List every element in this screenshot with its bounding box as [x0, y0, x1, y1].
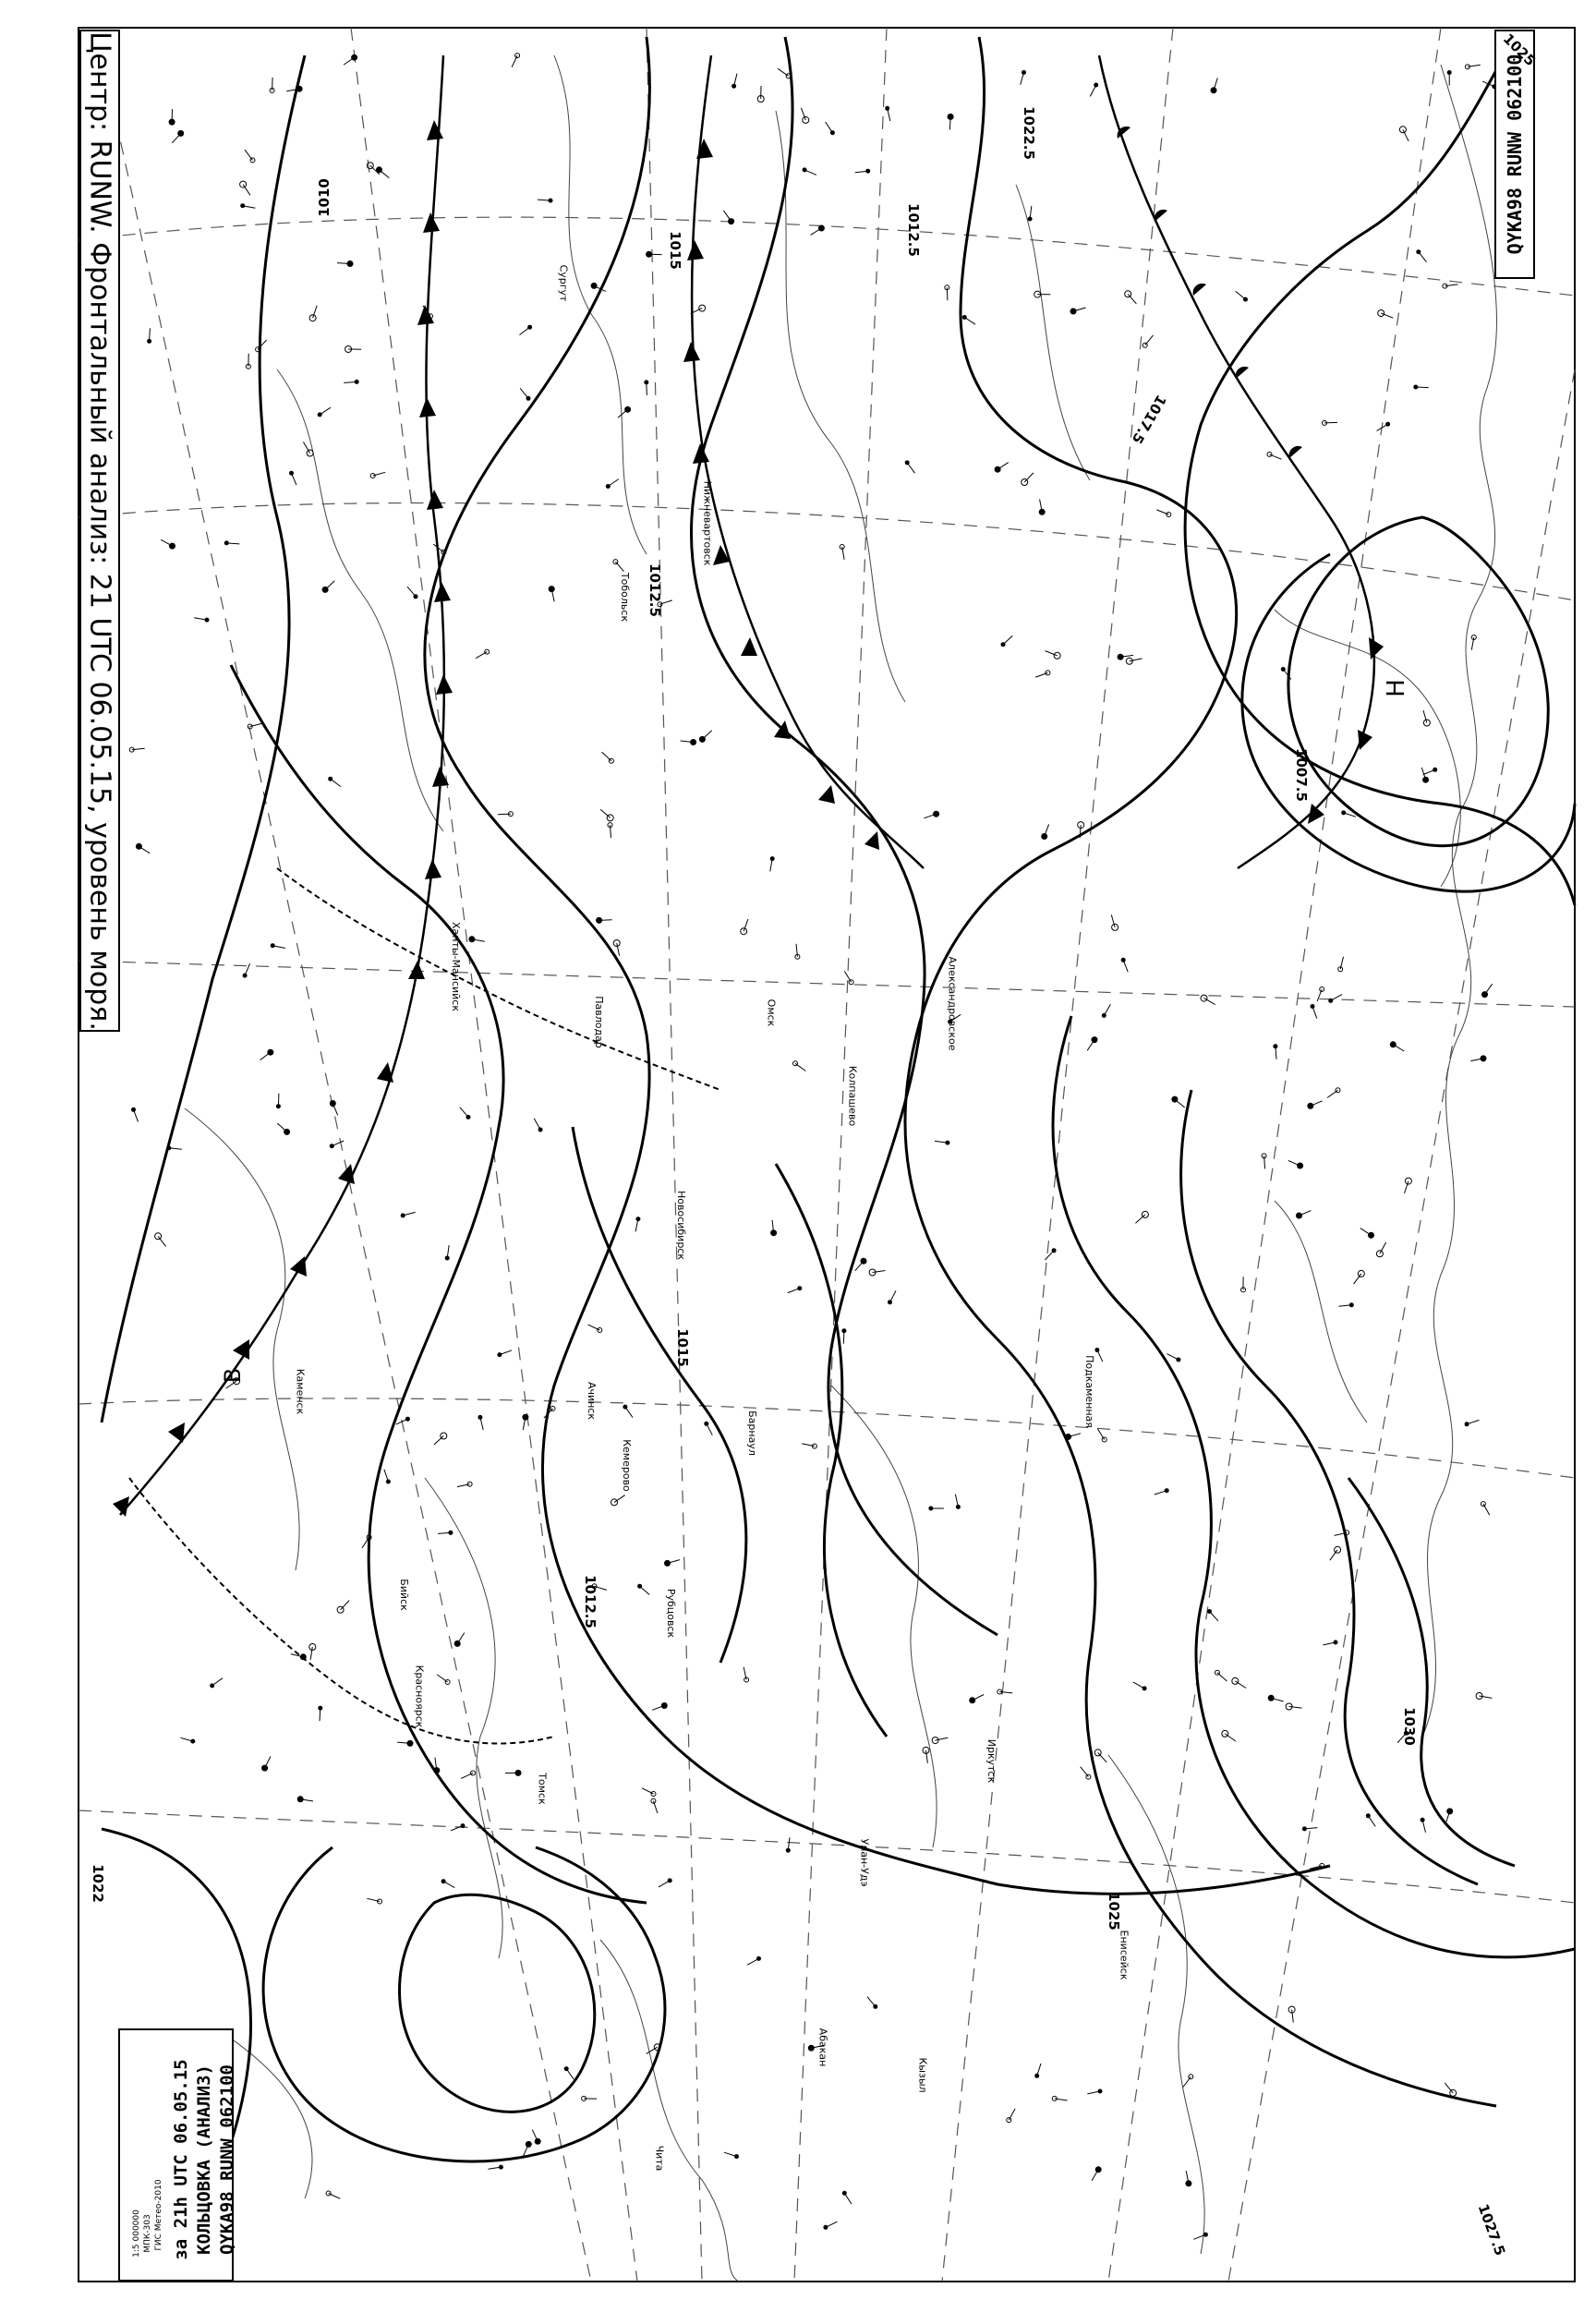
wind-barb	[1419, 252, 1427, 262]
warm-front	[1099, 55, 1384, 868]
wind-barb	[1104, 1004, 1110, 1015]
wind-barb	[1416, 387, 1429, 388]
wind-barb	[890, 1290, 897, 1302]
wind-barb	[1045, 1251, 1054, 1260]
wind-barb	[384, 1470, 389, 1482]
wind-barb	[403, 1212, 416, 1216]
isobar-label: 1025	[1499, 30, 1539, 70]
isobars	[102, 37, 1575, 2254]
place-name: Иркутск	[985, 1738, 998, 1784]
isobar-label: 1012.5	[646, 563, 663, 617]
wind-barb	[1145, 335, 1154, 345]
place-name: Енисейск	[1118, 1930, 1130, 1980]
wind-barb	[1289, 1707, 1302, 1709]
wind-barb	[1024, 473, 1034, 482]
wind-barb	[778, 68, 789, 76]
station-marker	[351, 54, 357, 61]
wind-barb	[380, 170, 390, 178]
isobar-label: 1007.5	[1292, 748, 1310, 802]
place-name: Барнаул	[745, 1410, 758, 1456]
wind-barb	[180, 1737, 192, 1741]
wind-barb	[1193, 2234, 1205, 2239]
wind-barb	[1331, 995, 1342, 1001]
wind-barb	[1422, 1820, 1425, 1833]
wind-barb	[640, 1586, 650, 1594]
wind-barb	[443, 1882, 454, 1888]
isobar-label: 1012.5	[581, 1575, 598, 1628]
wind-barb	[588, 1325, 600, 1330]
wind-barb	[707, 1423, 713, 1434]
isobar-label: 1022	[89, 1864, 106, 1903]
wind-barb	[1483, 1504, 1490, 1515]
wind-barb	[998, 463, 1009, 470]
wind-barb	[272, 78, 273, 91]
place-name: Абакан	[816, 2028, 829, 2067]
wind-barb	[292, 473, 296, 485]
wind-barb	[310, 1647, 312, 1660]
wind-barb	[158, 1236, 166, 1246]
wind-barb	[747, 1958, 758, 1965]
wind-barb	[1323, 1642, 1336, 1645]
wind-barb	[1360, 1229, 1372, 1236]
wind-barb	[599, 920, 612, 921]
wind-barb	[519, 327, 529, 334]
wind-barb	[1081, 1767, 1089, 1777]
wind-barb	[265, 1757, 271, 1769]
low-pressure-center: Н	[1382, 679, 1410, 697]
place-name: Колпашево	[846, 1065, 859, 1127]
cold-front	[113, 55, 453, 1517]
wind-barb	[1167, 1354, 1179, 1360]
stationary-front	[129, 868, 720, 1744]
wind-barb	[888, 108, 890, 121]
wind-barb	[460, 1108, 468, 1118]
wind-barb	[1155, 1491, 1167, 1495]
wind-barb	[625, 1407, 633, 1418]
wind-barb	[1097, 1350, 1103, 1362]
wind-barb	[461, 1773, 473, 1779]
wind-barb	[873, 1271, 886, 1273]
wind-barb	[260, 1052, 271, 1059]
wind-barb	[344, 57, 355, 65]
place-name: Рубцовск	[665, 1588, 678, 1639]
wind-barb	[437, 1675, 447, 1682]
isobar-label: 1012.5	[904, 203, 922, 257]
wind-barb	[1156, 510, 1168, 514]
place-name: Павлодар	[592, 996, 605, 1048]
wind-barb	[341, 1601, 350, 1610]
wind-barb	[653, 1801, 658, 1813]
wind-barb	[1225, 1734, 1236, 1741]
wind-barb	[212, 1678, 223, 1686]
place-name: Омск	[765, 999, 778, 1027]
wind-barb	[1128, 294, 1136, 304]
wind-barb	[407, 587, 416, 597]
wind-barb	[618, 409, 628, 418]
map-frame	[79, 28, 1575, 2282]
wind-barb	[1009, 2109, 1015, 2120]
wind-barb	[1090, 85, 1095, 96]
wind-barb	[702, 731, 711, 740]
wind-barb	[1210, 1612, 1218, 1621]
wind-barb	[724, 2152, 736, 2156]
map-title: Центр: RUNW. Фронтальный анализ: 21 UTC 06.05.15, уровень моря.	[83, 30, 116, 1031]
isobar-label: 1027.5	[1474, 2201, 1509, 2258]
place-name: Подкаменная	[1082, 1355, 1095, 1428]
wind-barb	[320, 407, 331, 415]
place-name: Кемерово	[620, 1439, 633, 1492]
wind-barb	[1217, 1673, 1227, 1681]
wind-barb	[1324, 422, 1337, 423]
wind-barb	[1175, 1099, 1185, 1108]
wind-barb	[811, 228, 822, 235]
place-name: Тобольск	[619, 572, 632, 623]
place-name: Нижневартовск	[701, 480, 714, 566]
wind-barb	[804, 170, 816, 176]
wind-barb	[512, 55, 517, 67]
wind-barb	[826, 2221, 838, 2227]
wind-barb	[1035, 672, 1047, 677]
wind-barb	[947, 287, 948, 300]
wind-barb	[642, 1788, 654, 1794]
wind-barb	[480, 1417, 483, 1430]
wind-barb	[855, 1261, 864, 1271]
wind-barb	[566, 2069, 574, 2080]
isobar-label: 1015	[666, 231, 683, 270]
wind-barb	[1092, 2170, 1098, 2181]
place-name: Кызыл	[916, 2057, 929, 2093]
isobar-label: 1022.5	[1020, 106, 1037, 160]
place-name: Ханты-Мансийск	[450, 922, 462, 1011]
place-name: Томск	[536, 1773, 549, 1805]
wind-barb	[1097, 1429, 1104, 1440]
wind-barb	[1445, 2083, 1453, 2093]
wind-barb	[843, 1331, 844, 1344]
wind-barb	[532, 2130, 538, 2142]
wind-barb	[788, 1289, 800, 1293]
isobar-label: 1030	[1400, 1707, 1418, 1746]
place-name: Ачинск	[586, 1381, 598, 1421]
wind-barb	[1236, 291, 1246, 299]
place-name: Улан-Удэ	[858, 1838, 871, 1887]
isobar-label: 1010	[315, 178, 332, 217]
wind-barb	[1270, 454, 1282, 459]
wind-barb	[1330, 1550, 1337, 1560]
wind-barb	[964, 318, 975, 325]
wind-barb	[1467, 1420, 1479, 1423]
wind-barb	[826, 122, 833, 133]
lat-lon-grid	[79, 28, 1575, 2282]
wind-barb	[500, 1350, 512, 1355]
wind-barb	[1235, 1681, 1246, 1689]
wind-barb	[602, 752, 611, 761]
wind-barb	[1003, 636, 1012, 645]
place-name: Новосибирск	[675, 1190, 688, 1261]
isobar-label: 1025	[1105, 1892, 1122, 1931]
wind-barb	[734, 74, 737, 87]
wind-barb	[1485, 984, 1493, 994]
wind-barb	[245, 150, 253, 160]
wind-barb	[434, 1436, 443, 1446]
wind-barb	[498, 814, 511, 815]
wind-barb	[172, 133, 180, 142]
wind-barb	[608, 479, 619, 487]
place-name: Сургут	[557, 264, 570, 302]
wind-barb	[325, 581, 334, 590]
wind-barb	[1405, 1181, 1409, 1193]
wind-barb	[1368, 1816, 1375, 1827]
wind-barb	[277, 1123, 286, 1132]
wind-barb	[795, 1063, 805, 1071]
wind-barb	[534, 1119, 540, 1130]
wind-barb	[1312, 1007, 1317, 1019]
bulletin-code-top: QYKA98 RUNW 062100	[1504, 54, 1526, 255]
wind-barb	[1327, 1090, 1337, 1097]
title-box	[79, 30, 120, 1032]
place-name: Красноярск	[413, 1664, 426, 1728]
wind-barb	[907, 463, 914, 473]
wind-barb	[243, 185, 250, 196]
wind-barb	[659, 1881, 670, 1887]
software-name: ГИС Метео-2010	[154, 2179, 163, 2251]
isobar-label: 1017.5	[1128, 392, 1170, 447]
wind-barb	[303, 442, 309, 454]
wind-barb	[1183, 2076, 1191, 2087]
place-name: Каменск	[294, 1368, 307, 1415]
projection-code: МПК-303	[143, 2214, 152, 2253]
high-pressure-center: В	[220, 1367, 247, 1384]
wind-barb	[1037, 2064, 1041, 2076]
wind-barb	[615, 562, 623, 572]
wind-barb	[139, 846, 150, 853]
wind-barb	[1021, 72, 1024, 84]
wind-barb	[973, 1695, 984, 1701]
wind-barb	[476, 652, 487, 659]
wind-barb	[949, 116, 950, 129]
wind-barb	[955, 1495, 958, 1507]
wind-barb	[1292, 2010, 1294, 2023]
wind-barb	[926, 1750, 928, 1763]
wind-barb	[647, 2047, 658, 2053]
wind-barb	[1135, 1215, 1145, 1223]
analysis-time: за 21h UTC 06.05.15	[171, 2059, 191, 2260]
wind-barb	[331, 779, 341, 786]
station-markers	[129, 54, 1496, 2240]
wind-barb	[867, 1997, 876, 2007]
bottom-right-info-box	[118, 2028, 237, 2282]
wind-barb	[1123, 960, 1128, 972]
wind-barb	[1423, 769, 1435, 774]
wind-barb	[1354, 1274, 1361, 1284]
wind-barb	[134, 1109, 139, 1121]
isobar-label: 1015	[673, 1328, 691, 1367]
place-name: Александровское	[946, 956, 959, 1051]
wind-barb	[520, 388, 528, 398]
wind-barb	[278, 1094, 279, 1107]
wind-barb	[724, 211, 732, 222]
wind-barb	[844, 2193, 852, 2204]
wind-barb	[329, 2194, 341, 2199]
wind-barb	[1133, 1682, 1144, 1689]
wind-barb	[332, 1141, 344, 1146]
wind-barb	[1087, 2091, 1100, 2094]
map-scale: 1:5 000000	[132, 2209, 141, 2258]
wind-barb	[1480, 1696, 1493, 1698]
wind-barb	[614, 1495, 625, 1503]
place-name: Бийск	[397, 1579, 410, 1611]
wind-barb	[600, 809, 611, 817]
station-name: КОЛЬЦОВКА (АНАЛИЗ)	[194, 2064, 214, 2255]
wind-barb	[1098, 1752, 1106, 1761]
wind-barb	[161, 539, 172, 546]
wind-barb	[1087, 1040, 1094, 1051]
wind-barb	[1393, 1045, 1404, 1051]
place-name: Чита	[653, 2145, 666, 2172]
wind-barb	[457, 1633, 465, 1644]
bulletin-code-bottom: QYKA98 RUNW 062100	[217, 2064, 237, 2255]
